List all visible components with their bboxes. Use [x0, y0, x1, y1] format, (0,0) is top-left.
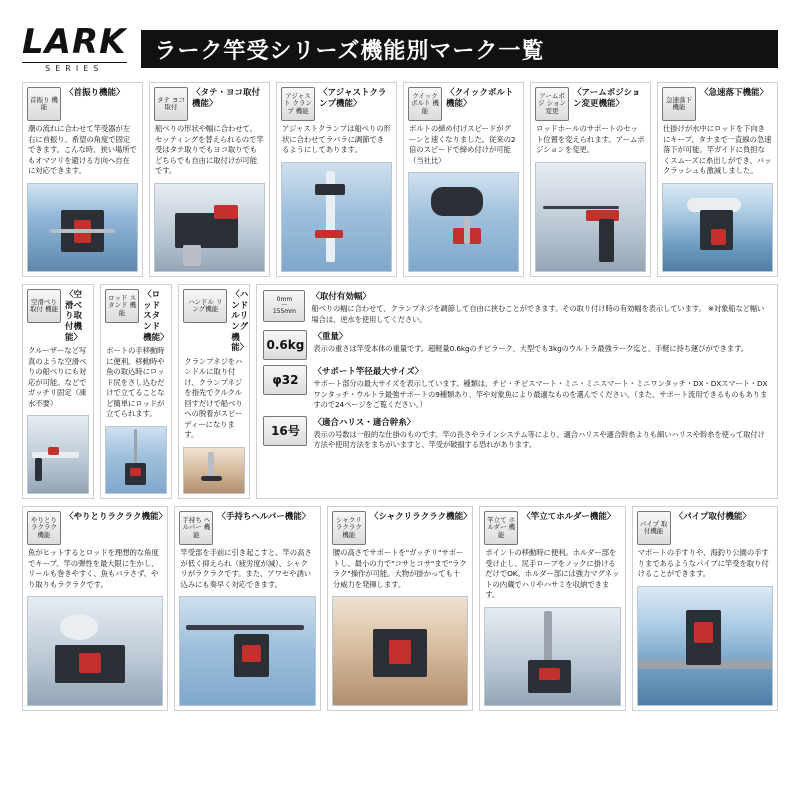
feature-card-handle-ring [178, 284, 250, 499]
feature-description: ポイントの移動時に便利。ホルダー部を受け止し、尻手ロープをノックに掛けるだけでOK。ホルダー部には強力マグネットの内蔵でハリやハサミを収納できます。 [485, 548, 620, 600]
spec-body [313, 330, 771, 355]
support-diameter-icon [263, 365, 307, 395]
spec-weight [263, 330, 771, 360]
feature-title: 〈シャクリラクラク機能〉 [369, 512, 472, 522]
card-head [23, 507, 167, 547]
feature-title: 〈アームポジション変更機能〉 [573, 88, 641, 109]
spec-body [313, 416, 771, 451]
product-photo [183, 447, 245, 494]
brand-series-label: SERIES [22, 62, 127, 73]
spec-line-rating [263, 416, 771, 451]
card-head [150, 83, 269, 123]
feature-badge-icon: 首振り 機能 [27, 87, 61, 121]
weight-value: 0.6kg [266, 338, 305, 353]
spec-text: 表示の重さは竿受本体の重量です。超軽量0.6kgのチビラーク、大型でも3kgのウルトラ最強ラーク迄と、手軽に持ち運びができます。 [313, 344, 748, 354]
weight-icon [263, 330, 307, 360]
spec-title: 〈適合ハリス・適合幹糸〉 [313, 417, 416, 428]
line-rating-value: 16号 [271, 423, 300, 438]
feature-card-swivel [22, 82, 143, 277]
feature-title: 〈手持ちヘルパー機能〉 [217, 512, 311, 522]
feature-description: クルーザーなど写真のような空滑べりの船べりにも対応が可能。などでガッチリ固定（凍水不要） [28, 346, 87, 408]
feature-row-1 [22, 82, 778, 277]
feature-badge-icon: タテ ヨコ 取付 [154, 87, 188, 121]
feature-title: 〈ロッドスタンド機能〉 [143, 290, 169, 343]
card-head [404, 83, 523, 123]
feature-description: ボルトの締め付けスピードがグーンと速くなりました。従来の2倍のスピードで締め付けが可能（当社比） [409, 124, 516, 165]
card-head [23, 83, 142, 123]
feature-title: 〈ハンドルリング機能〉 [231, 290, 249, 354]
product-photo [637, 586, 773, 706]
feature-badge-icon: シャクリ ラクラク 機能 [332, 511, 366, 545]
feature-card-adjust-clamp [276, 82, 397, 277]
card-head [23, 285, 93, 345]
clamp-max: 155mm [272, 308, 296, 316]
card-head [531, 83, 650, 123]
spec-info-panel [256, 284, 778, 499]
feature-description: アジャストクランプは船べりの形状に合わせてラバラに調節できるようにしてあります。 [282, 124, 391, 155]
feature-badge-icon: アームポジ ション 変更 [535, 87, 569, 121]
feature-description: 船べりの形状や幅に合わせて、セッティングを替えられるので竿受はタテ取りでもヨコ取りでもどちらでも自由に取付けが可能です。 [155, 124, 264, 176]
feature-title: 〈空滑べり取付機能〉 [65, 290, 83, 343]
feature-card-flat-gunwale [22, 284, 94, 499]
card-head [179, 285, 249, 356]
feature-row-3 [22, 506, 778, 711]
product-photo [281, 162, 392, 272]
feature-card-quick-bolt [403, 82, 524, 277]
product-photo [484, 607, 620, 706]
product-photo [27, 415, 89, 494]
product-photo [535, 162, 646, 272]
card-head [633, 507, 777, 547]
spec-body [313, 365, 771, 411]
feature-card-rapid-drop [657, 82, 778, 277]
card-head [328, 507, 472, 547]
feature-badge-icon: ロッド スタンド 機能 [105, 289, 139, 323]
feature-badge-icon: 急速落下 機能 [662, 87, 696, 121]
clamp-range-sep: ～ [281, 301, 288, 309]
spec-title: 〈重量〉 [313, 332, 348, 343]
product-photo [154, 183, 265, 272]
product-photo [27, 183, 138, 272]
spec-text: 表示の号数は一般的な仕掛のものです。竿の長さやラインシステム等により、適合ハリスや適合幹糸よりも細いハリスや幹糸を使って取付け方法や使用方法をまちがいますと、竿受が破損する恐れがあります。 [313, 429, 765, 450]
clamp-width-icon [263, 290, 305, 322]
feature-card-jigging [327, 506, 473, 711]
feature-title: 〈クイックボルト機能〉 [446, 88, 514, 109]
spec-clamp-width [263, 290, 771, 325]
product-photo [662, 183, 773, 272]
feature-badge-icon: アジャスト クランプ 機能 [281, 87, 315, 121]
feature-description: 潮の流れに合わせて竿受器が左右に首振り、希望の角度で固定できます。こんな時、狭い場所でもオマツリを避ける方向へ自在に対応できます。 [28, 124, 137, 176]
feature-badge-icon: クイック ボルト 機能 [408, 87, 442, 121]
feature-title: 〈やりとりラクラク機能〉 [65, 512, 168, 522]
clamp-min: 0mm [276, 295, 293, 303]
product-photo [408, 172, 519, 272]
feature-badge-icon: 竿立て ホルダー 機能 [484, 511, 518, 545]
feature-description: マボートの手すりや、海釣り公園の手すりまであるようなパイプに竿受を取り付けることができます。 [637, 548, 769, 579]
feature-description: 竿受部を手前に引き起こすと、竿の高さが低く抑えられ（疲労度が減）、シャクリがラクラクです。また、アワセや誘い込みにも奏早く対応できます。 [180, 548, 312, 589]
feature-badge-icon: 手持ち ヘルパー 機能 [179, 511, 213, 545]
card-head [175, 507, 319, 547]
feature-title: 〈急速落下機能〉 [700, 88, 769, 98]
feature-description: 仕掛けが水中にロッドを下向きにキープ、タナまで一直線の急速落下が可能。竿ガイドに負担なくスムーズに糸出しができ、バックラッシュも激減しました。 [663, 124, 772, 176]
feature-card-rod-holder [479, 506, 625, 711]
feature-description: クランプネジをハンドルに取り付け、クランプネジを指先でクルクル回すだけで船べりへの脱着がスピーディーになります。 [184, 356, 243, 440]
feature-title: 〈竿立てホルダー機能〉 [522, 512, 616, 522]
product-photo [27, 596, 163, 706]
card-head [480, 507, 624, 547]
feature-badge-icon: ハンドル リング機能 [183, 289, 227, 323]
line-rating-icon [263, 416, 307, 446]
spec-body [311, 290, 771, 325]
feature-badge-icon: パイプ 取付機能 [637, 511, 671, 545]
feature-card-pipe-mount [632, 506, 778, 711]
feature-badge-icon: 空滑べり 取付 機能 [27, 289, 61, 323]
product-photo [332, 596, 468, 706]
feature-description: ボートの手移動時に便利。移動時や魚の取込時にロッド尻をさし込むだけで立てることなど簡単にロッドが立てられます。 [106, 346, 165, 419]
feature-title: 〈タテ・ヨコ取付機能〉 [192, 88, 261, 109]
brand-logo [22, 22, 127, 73]
page-header [22, 22, 778, 73]
feature-card-arm-position [530, 82, 651, 277]
feature-card-hand-helper [174, 506, 320, 711]
feature-row-2 [22, 284, 778, 499]
spec-title: 〈サポート竿径最大サイズ〉 [313, 367, 424, 378]
card-head [658, 83, 777, 123]
feature-badge-icon: やりとり ラクラク 機能 [27, 511, 61, 545]
page-title: ラーク竿受シリーズ機能別マーク一覧 [141, 30, 778, 68]
brand-name: LARK [22, 22, 127, 62]
feature-title: 〈パイプ取付機能〉 [674, 512, 751, 522]
feature-description: 魚がヒットするとロッドを理想的な角度でキープ、竿の弾性を最大限に生かし、リールも巻きやすく、魚もバラさず、やり取りもラクラクです。 [28, 548, 159, 589]
product-photo [105, 426, 167, 494]
feature-description: ロッドホールのサポートのセット位置を変えられます。アームポジションを変更。 [536, 124, 645, 155]
spec-text: サポート部分の最大サイズを表示しています。種類は、チビ・チビスマート・ミニ・ミニスマート・ミニワンタッチ・DX・DXスマート・DXワンタッチ・ウルトラ最強サポートの9種類あり、竿や対象魚により最適なものを選んでください。（また、サポート流用できるものもありますので24ページをご覧ください。） [313, 379, 768, 410]
card-head [101, 285, 171, 345]
feature-card-vertical-horizontal [149, 82, 270, 277]
feature-card-rod-stand [100, 284, 172, 499]
support-diameter-value: φ32 [272, 373, 299, 388]
spec-support-diameter [263, 365, 771, 411]
spec-title: 〈取付有効幅〉 [311, 292, 371, 302]
feature-title: 〈首振り機能〉 [65, 88, 125, 98]
feature-title: 〈アジャストクランプ機能〉 [319, 88, 387, 109]
feature-description: 腰の高さでサポートを"ガッチリ"サポートし、最小の力で"コサとコサ"まで"ラクラク"操作が可能。大物が掛かっても十分威力を発揮します。 [332, 548, 467, 589]
feature-card-fight-assist [22, 506, 168, 711]
spec-text: 船べりの幅に合わせて、クランプネジを調節して自由に挟むことができます。その取り付け時の有効幅を表示しています。 ※対象船など幅い場合は、逆水を使用してください。 [311, 304, 765, 324]
card-head [277, 83, 396, 123]
product-photo [179, 596, 315, 706]
